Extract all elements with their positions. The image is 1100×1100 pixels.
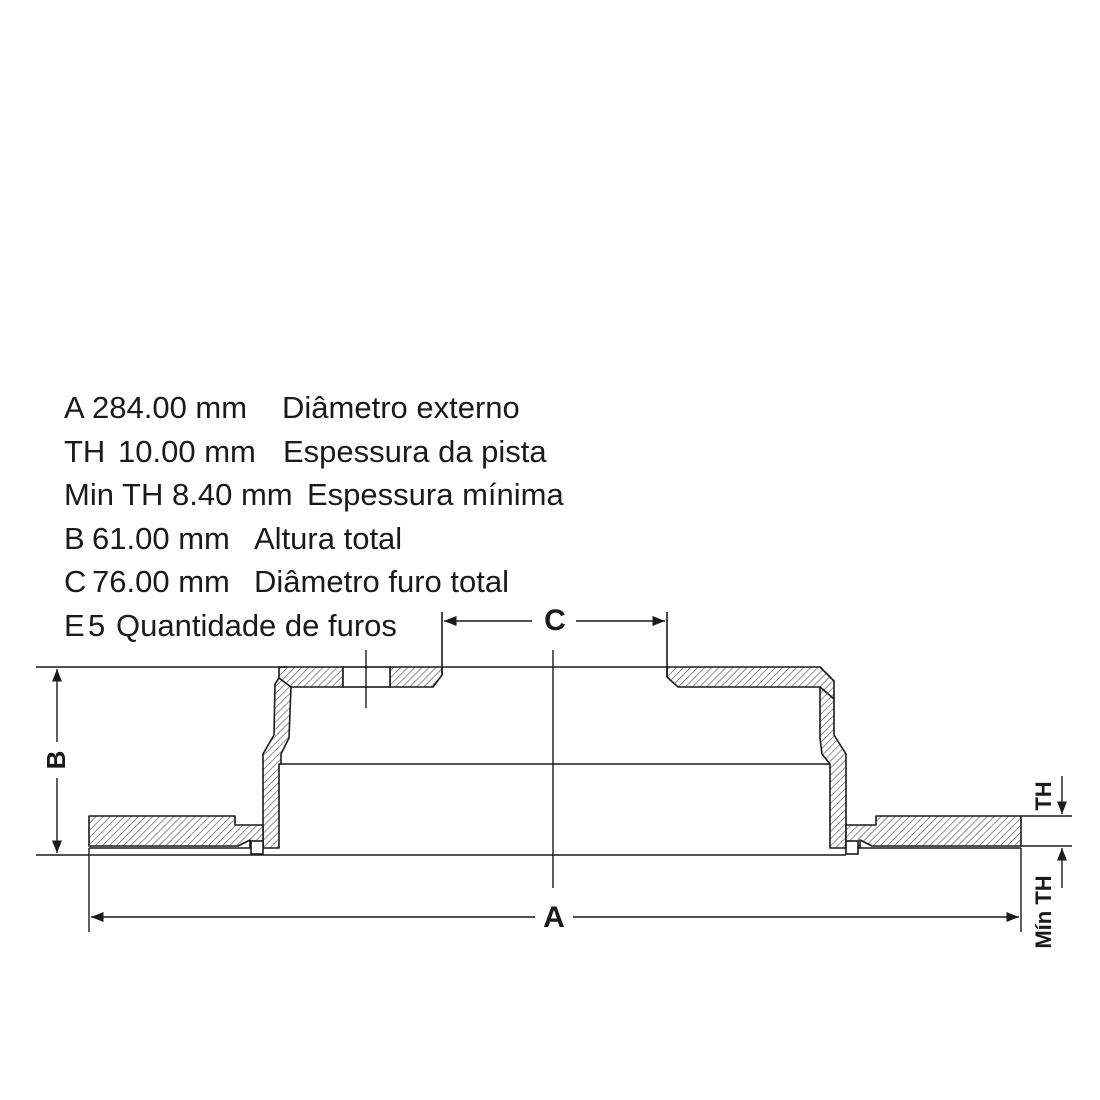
spec-value: 76.00 mm — [92, 564, 230, 600]
a-dimension-label: A — [543, 900, 565, 934]
spec-value: 284.00 mm — [92, 390, 248, 425]
right-flange — [846, 816, 1021, 848]
spec-value: 10.00 mm — [118, 433, 256, 469]
spec-label: A — [64, 390, 85, 425]
right-wall — [820, 687, 846, 848]
spec-label: TH — [64, 433, 106, 469]
left-flange — [89, 816, 263, 848]
left-wall — [263, 678, 291, 848]
lug-right — [846, 841, 858, 854]
lug-left — [251, 841, 263, 854]
spec-label: C — [64, 564, 87, 600]
top-plate-right — [667, 667, 834, 699]
drum-cross-section — [89, 667, 1021, 848]
spec-label: Min TH — [64, 477, 164, 513]
c-dimension-label: C — [544, 603, 566, 637]
spec-label: B — [64, 520, 85, 556]
spec-description: Altura total — [254, 520, 403, 556]
spec-value: 5 — [88, 607, 106, 643]
min-th-dimension-label: Mín TH — [1030, 875, 1056, 949]
spec-description: Quantidade de furos — [116, 607, 397, 643]
spec-description: Espessura da pista — [283, 433, 547, 469]
spec-description: Diâmetro furo total — [254, 564, 509, 600]
spec-description: Espessura mínima — [307, 477, 564, 513]
th-dimension-label: TH — [1030, 781, 1056, 811]
spec-label: E — [64, 607, 85, 643]
b-dimension-label: B — [40, 750, 71, 770]
spec-description: Diâmetro externo — [282, 390, 520, 425]
spec-value: 8.40 mm — [172, 477, 293, 513]
top-plate-mid-left — [390, 667, 442, 687]
spec-value: 61.00 mm — [92, 520, 230, 556]
